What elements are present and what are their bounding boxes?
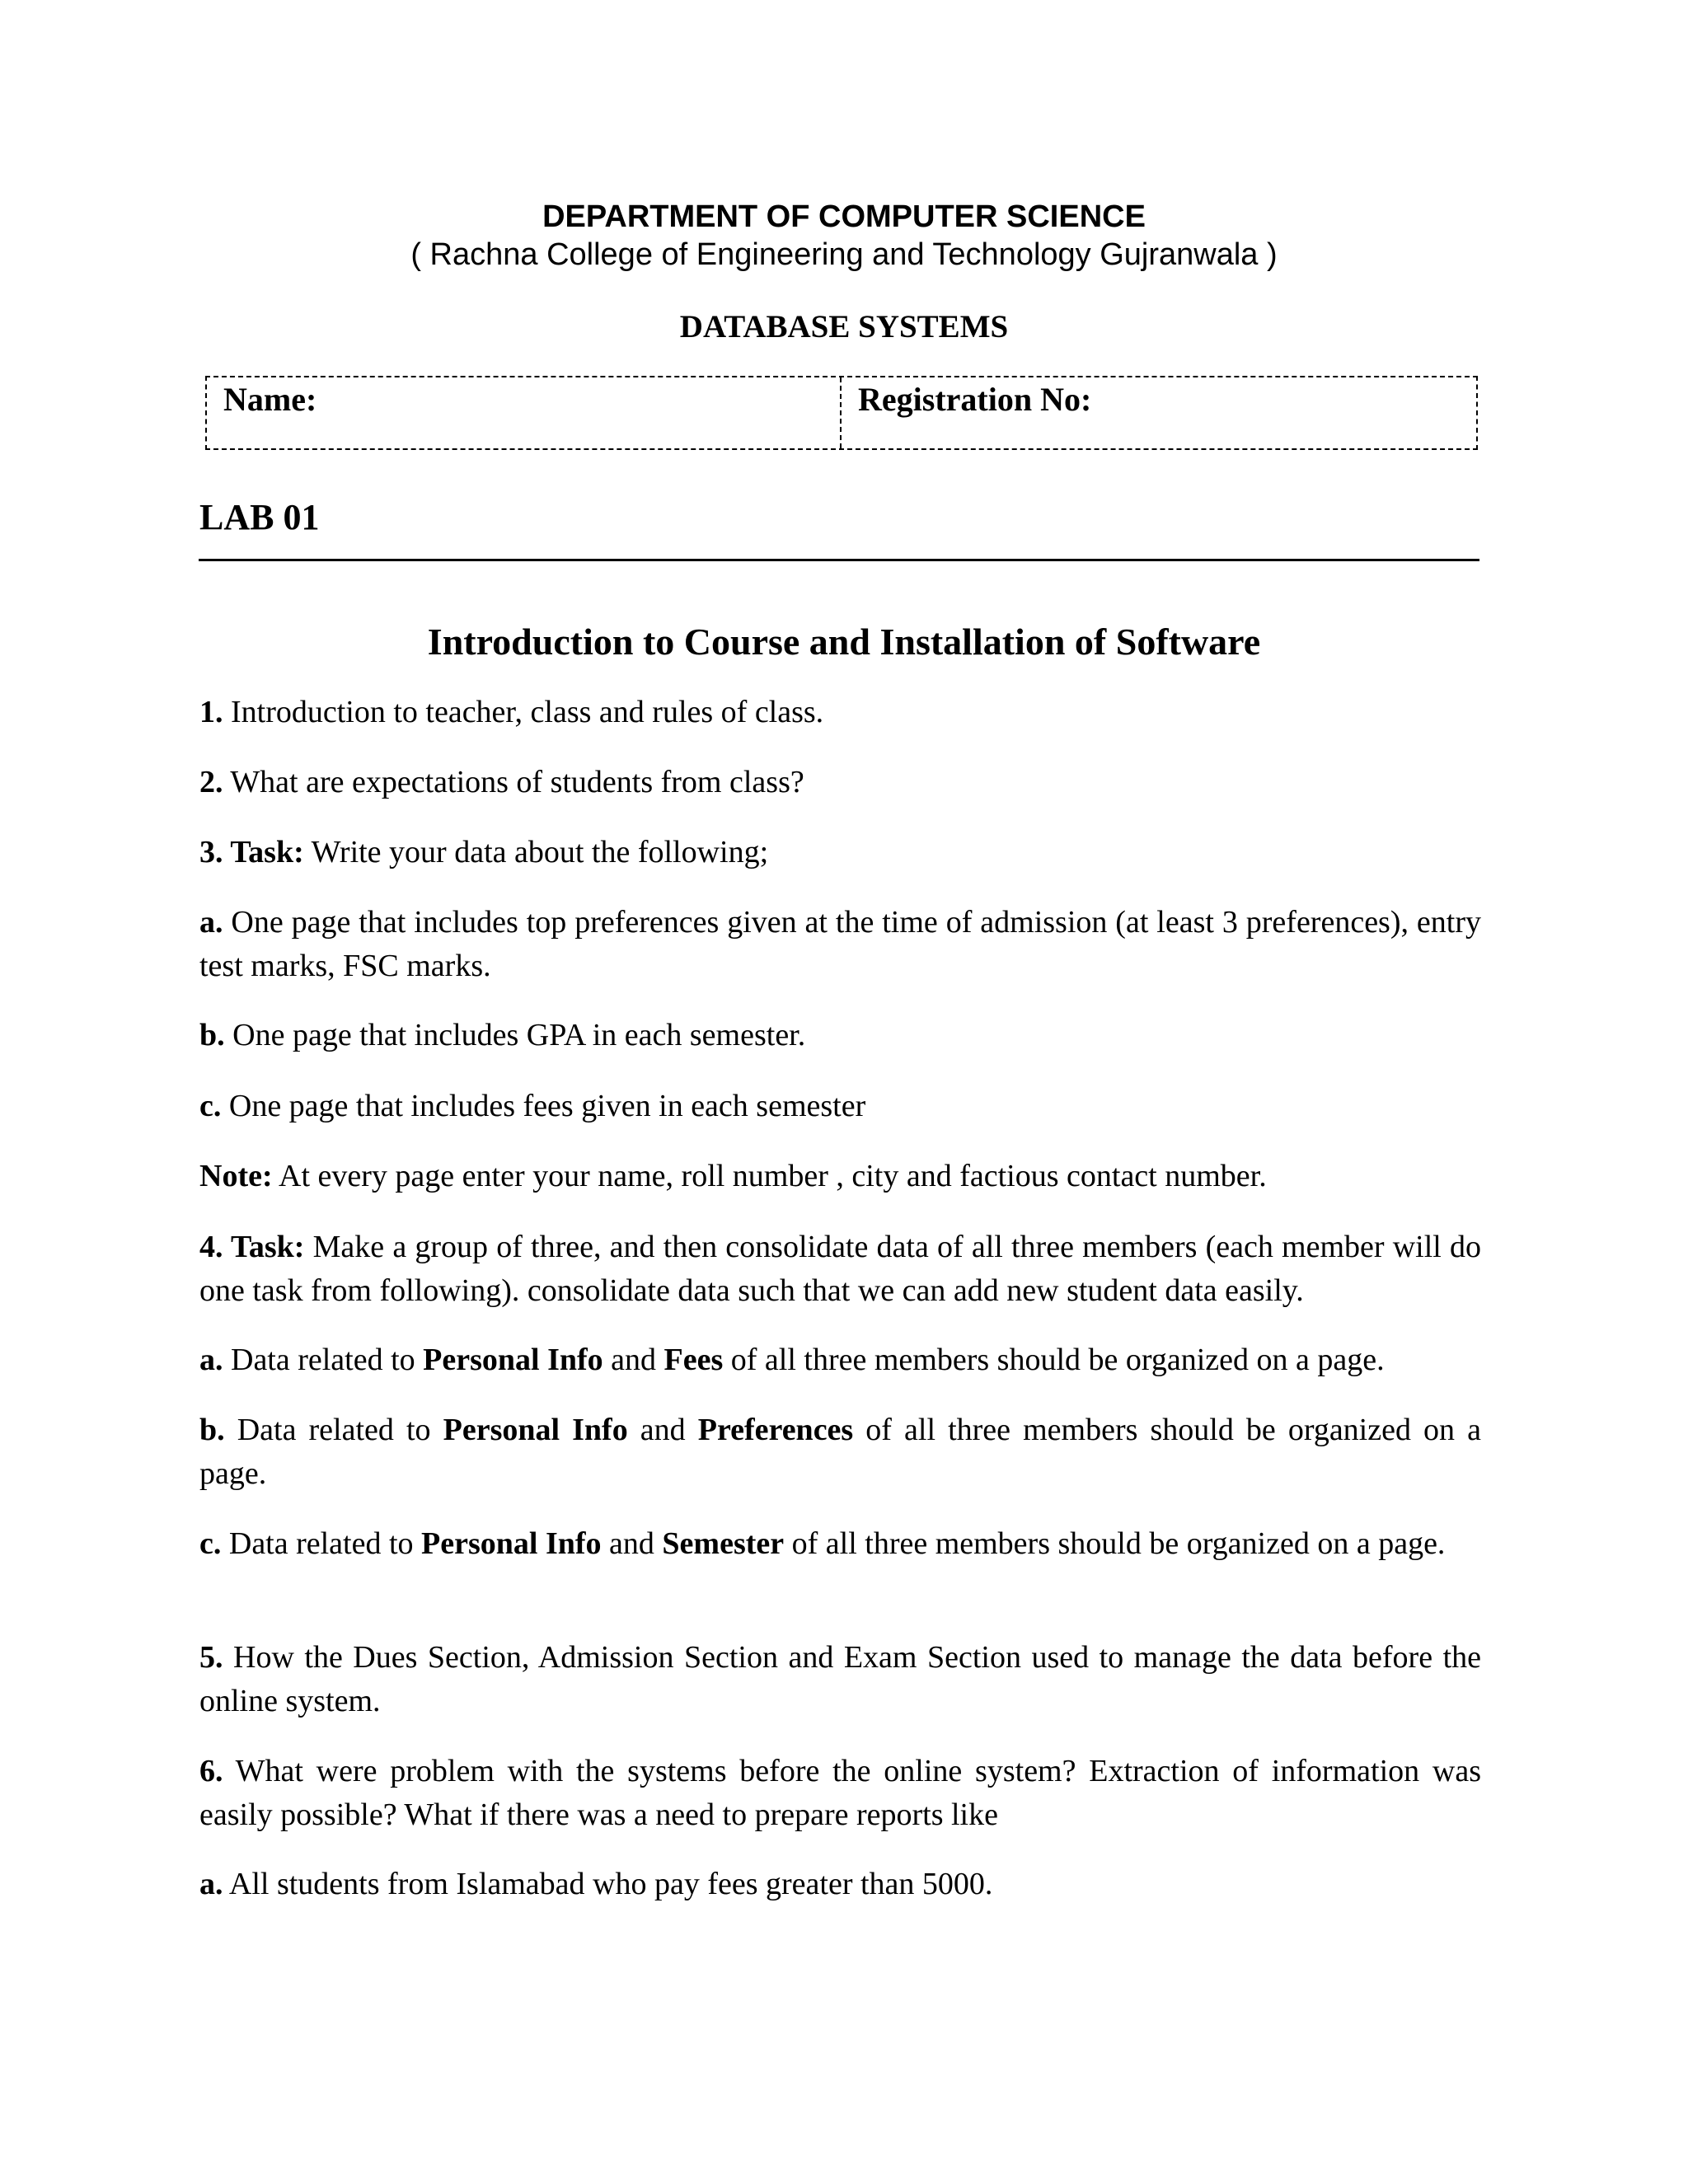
item-letter: b. bbox=[199, 1018, 225, 1052]
item-text: and bbox=[603, 1343, 664, 1377]
item-letter: a. bbox=[199, 1867, 223, 1901]
bold-term: Personal Info bbox=[443, 1413, 628, 1447]
college-name: ( Rachna College of Engineering and Technology Gujranwala ) bbox=[410, 237, 1278, 272]
item-3c bbox=[199, 1085, 1481, 1128]
item-letter: a. bbox=[199, 905, 223, 940]
item-text: Introduction to teacher, class and rules of class. bbox=[223, 695, 824, 729]
item-letter: a. bbox=[199, 1343, 223, 1377]
item-letter: c. bbox=[199, 1526, 222, 1561]
item-text: What are expectations of students from class? bbox=[223, 765, 804, 799]
item-text: One page that includes top preferences given at the time of admission (at least 3 preferences), entry test marks, FSC marks. bbox=[199, 905, 1481, 983]
bold-term: Fees bbox=[663, 1343, 724, 1377]
item-3a bbox=[199, 901, 1481, 988]
registration-label: Registration No: bbox=[858, 381, 1092, 418]
item-1 bbox=[199, 691, 1481, 734]
department-heading: DEPARTMENT OF COMPUTER SCIENCE bbox=[542, 199, 1146, 234]
item-text: Make a group of three, and then consolidate data of all three members (each member will do one task from following). consolidate data such that we can add new student data easily. bbox=[199, 1230, 1481, 1308]
task-label: Task: bbox=[223, 1230, 305, 1264]
item-4c bbox=[199, 1522, 1481, 1566]
item-number: 5. bbox=[199, 1640, 223, 1675]
note-label: Note: bbox=[199, 1159, 273, 1193]
item-4b bbox=[199, 1408, 1481, 1496]
course-title: DATABASE SYSTEMS bbox=[679, 309, 1009, 344]
item-text: and bbox=[601, 1526, 663, 1561]
bold-term: Semester bbox=[662, 1526, 785, 1561]
registration-field[interactable] bbox=[842, 377, 1476, 448]
item-4a bbox=[199, 1338, 1481, 1382]
item-text: One page that includes fees given in each semester bbox=[221, 1089, 866, 1123]
item-text: of all three members should be organized on a page. bbox=[784, 1526, 1446, 1561]
item-6a bbox=[199, 1863, 1481, 1906]
item-text: One page that includes GPA in each semester. bbox=[224, 1018, 806, 1052]
item-3 bbox=[199, 831, 1481, 874]
item-text: How the Dues Section, Admission Section and Exam Section used to manage the data before the online system. bbox=[199, 1640, 1481, 1718]
task-label: Task: bbox=[223, 835, 304, 869]
item-text: Data related to bbox=[223, 1343, 424, 1377]
item-text: Write your data about the following; bbox=[303, 835, 769, 869]
bold-term: Preferences bbox=[697, 1413, 854, 1447]
item-number: 4. bbox=[199, 1230, 223, 1264]
name-field[interactable] bbox=[207, 377, 842, 448]
item-6 bbox=[199, 1750, 1481, 1837]
name-label: Name: bbox=[223, 381, 317, 418]
item-5 bbox=[199, 1636, 1481, 1723]
item-text: Data related to bbox=[221, 1526, 422, 1561]
lab-title: Introduction to Course and Installation of Software bbox=[427, 621, 1261, 663]
item-number: 2. bbox=[199, 765, 223, 799]
item-text: and bbox=[627, 1413, 698, 1447]
item-number: 3. bbox=[199, 835, 223, 869]
bold-term: Personal Info bbox=[423, 1343, 603, 1377]
note bbox=[199, 1155, 1481, 1198]
item-4 bbox=[199, 1226, 1481, 1313]
lab-number: LAB 01 bbox=[199, 497, 320, 537]
item-number: 1. bbox=[199, 695, 223, 729]
item-text: What were problem with the systems before the online system? Extraction of information was easily possible? What if there was a need to prepare reports like bbox=[199, 1754, 1481, 1832]
item-text: Data related to bbox=[224, 1413, 443, 1447]
item-letter: b. bbox=[199, 1413, 225, 1447]
item-text: of all three members should be organized on a page. bbox=[723, 1343, 1385, 1377]
item-letter: c. bbox=[199, 1089, 222, 1123]
bold-term: Personal Info bbox=[421, 1526, 602, 1561]
item-number: 6. bbox=[199, 1754, 223, 1788]
item-text: of all three members should be organized on a page. bbox=[199, 1413, 1481, 1491]
item-3b bbox=[199, 1014, 1481, 1057]
item-text: All students from Islamabad who pay fees greater than 5000. bbox=[223, 1867, 993, 1901]
horizontal-rule bbox=[199, 559, 1479, 561]
item-2 bbox=[199, 761, 1481, 804]
student-info-box bbox=[205, 376, 1478, 450]
note-text: At every page enter your name, roll number , city and factious contact number. bbox=[272, 1159, 1267, 1193]
